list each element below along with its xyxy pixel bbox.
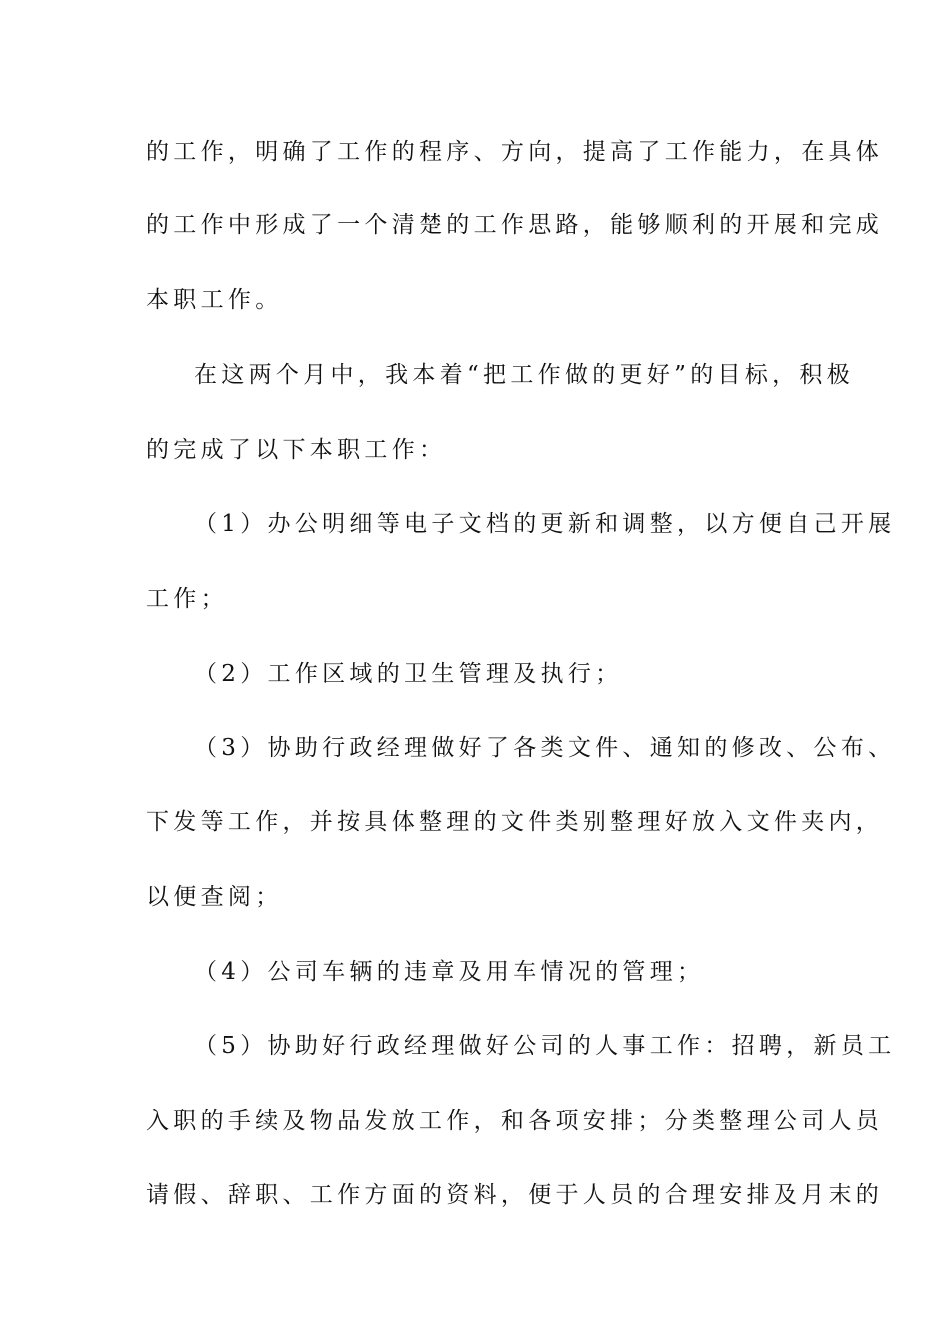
list-item-1: （1）办公明细等电子文档的更新和调整，以方便自己开展	[194, 511, 896, 537]
text-line: 工作；	[146, 586, 228, 612]
text-line: 请假、辞职、工作方面的资料，便于人员的合理安排及月末的	[146, 1182, 884, 1208]
text-line: 的工作中形成了一个清楚的工作思路，能够顺利的开展和完成	[146, 212, 884, 238]
text-line: 以便查阅；	[146, 884, 283, 910]
text-line: 的工作，明确了工作的程序、方向，提高了工作能力，在具体	[146, 139, 884, 165]
text-line: 的完成了以下本职工作：	[146, 437, 447, 463]
list-item-4: （4）公司车辆的违章及用车情况的管理；	[194, 959, 705, 985]
list-item-3: （3）协助行政经理做好了各类文件、通知的修改、公布、	[194, 735, 896, 761]
list-item-2: （2）工作区域的卫生管理及执行；	[194, 661, 623, 687]
text-line: 下发等工作，并按具体整理的文件类别整理好放入文件夹内，	[146, 809, 884, 835]
list-item-5: （5）协助好行政经理做好公司的人事工作：招聘，新员工	[194, 1033, 896, 1059]
paragraph-first-line: 在这两个月中，我本着“把工作做的更好”的目标，积极	[194, 362, 855, 388]
text-line: 入职的手续及物品发放工作，和各项安排；分类整理公司人员	[146, 1108, 884, 1134]
text-line: 本职工作。	[146, 287, 283, 313]
